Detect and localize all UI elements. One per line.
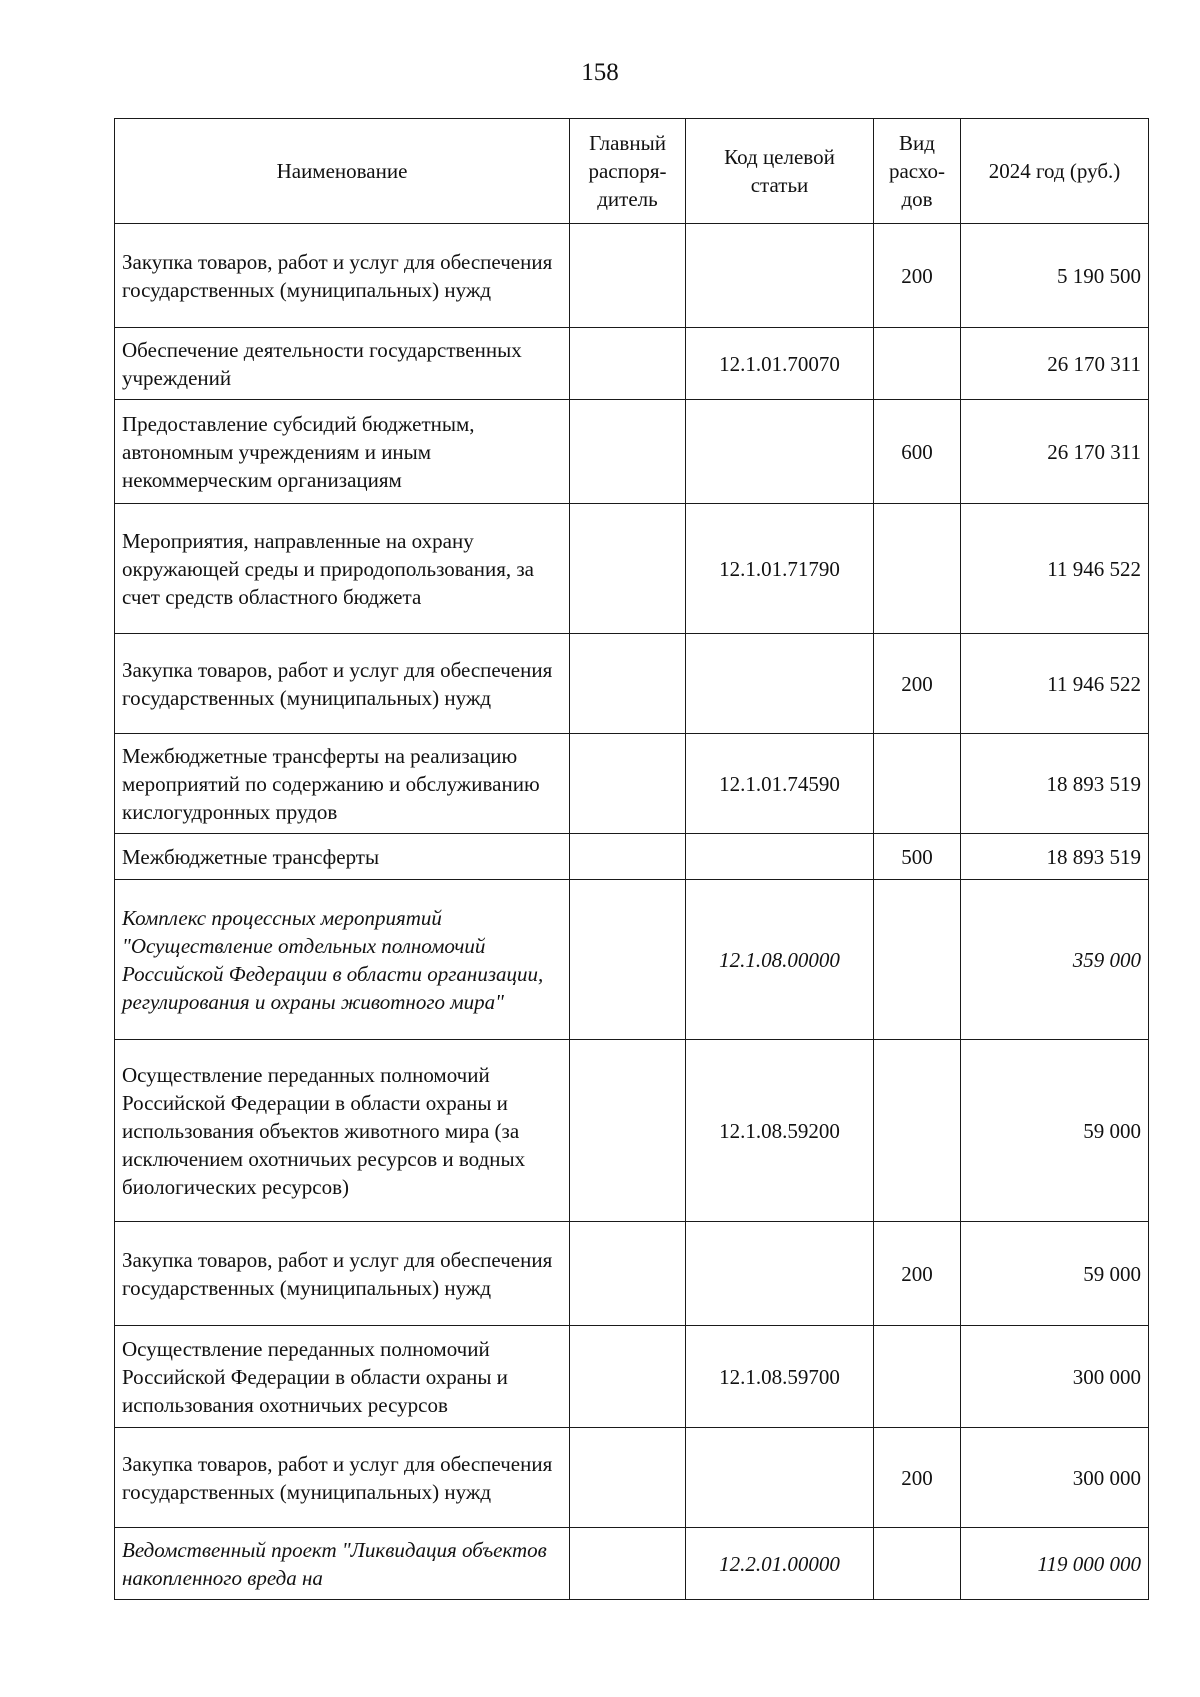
cell-code bbox=[686, 634, 874, 734]
cell-grbs bbox=[570, 1040, 686, 1222]
cell-amount: 300 000 bbox=[961, 1326, 1149, 1428]
cell-amount: 26 170 311 bbox=[961, 328, 1149, 400]
cell-name: Закупка товаров, работ и услуг для обеспечения государственных (муниципальных) нужд bbox=[115, 1222, 570, 1326]
cell-name: Мероприятия, направленные на охрану окружающей среды и природопользования, за счет средств областного бюджета bbox=[115, 504, 570, 634]
cell-grbs bbox=[570, 634, 686, 734]
header-amount: 2024 год (руб.) bbox=[961, 119, 1149, 224]
cell-amount: 11 946 522 bbox=[961, 634, 1149, 734]
cell-amount: 59 000 bbox=[961, 1222, 1149, 1326]
cell-kind bbox=[874, 734, 961, 834]
cell-amount: 11 946 522 bbox=[961, 504, 1149, 634]
table-header-row bbox=[115, 119, 1149, 224]
table-row bbox=[115, 834, 1149, 880]
cell-grbs bbox=[570, 400, 686, 504]
cell-code bbox=[686, 400, 874, 504]
cell-amount: 59 000 bbox=[961, 1040, 1149, 1222]
header-kind: Вид расхо-дов bbox=[874, 119, 961, 224]
cell-name: Осуществление переданных полномочий Российской Федерации в области охраны и использования охотничьих ресурсов bbox=[115, 1326, 570, 1428]
cell-name: Закупка товаров, работ и услуг для обеспечения государственных (муниципальных) нужд bbox=[115, 224, 570, 328]
table-body bbox=[115, 224, 1149, 1600]
cell-code: 12.2.01.00000 bbox=[686, 1528, 874, 1600]
cell-name: Межбюджетные трансферты bbox=[115, 834, 570, 880]
cell-amount: 18 893 519 bbox=[961, 734, 1149, 834]
cell-kind bbox=[874, 1040, 961, 1222]
cell-code: 12.1.01.74590 bbox=[686, 734, 874, 834]
cell-amount: 119 000 000 bbox=[961, 1528, 1149, 1600]
table-row bbox=[115, 1040, 1149, 1222]
table-row bbox=[115, 504, 1149, 634]
cell-grbs bbox=[570, 504, 686, 634]
cell-code bbox=[686, 1222, 874, 1326]
cell-code: 12.1.01.71790 bbox=[686, 504, 874, 634]
cell-grbs bbox=[570, 880, 686, 1040]
table-row bbox=[115, 880, 1149, 1040]
cell-kind bbox=[874, 1326, 961, 1428]
cell-code bbox=[686, 1428, 874, 1528]
table-row bbox=[115, 734, 1149, 834]
cell-grbs bbox=[570, 1222, 686, 1326]
cell-name: Обеспечение деятельности государственных учреждений bbox=[115, 328, 570, 400]
cell-name: Комплекс процессных мероприятий "Осуществление отдельных полномочий Российской Федерации в области организации, регулирования и охраны животного мира" bbox=[115, 880, 570, 1040]
table-row bbox=[115, 224, 1149, 328]
table-row bbox=[115, 328, 1149, 400]
table-row bbox=[115, 634, 1149, 734]
cell-grbs bbox=[570, 1528, 686, 1600]
cell-code: 12.1.01.70070 bbox=[686, 328, 874, 400]
cell-grbs bbox=[570, 328, 686, 400]
cell-amount: 18 893 519 bbox=[961, 834, 1149, 880]
table-row bbox=[115, 400, 1149, 504]
cell-name: Закупка товаров, работ и услуг для обеспечения государственных (муниципальных) нужд bbox=[115, 1428, 570, 1528]
cell-code bbox=[686, 224, 874, 328]
cell-amount: 300 000 bbox=[961, 1428, 1149, 1528]
header-code: Код целевой статьи bbox=[686, 119, 874, 224]
cell-name: Предоставление субсидий бюджетным, автономным учреждениям и иным некоммерческим организациям bbox=[115, 400, 570, 504]
table-row bbox=[115, 1326, 1149, 1428]
header-grbs: Главный распоря-дитель bbox=[570, 119, 686, 224]
cell-code bbox=[686, 834, 874, 880]
page-number: 158 bbox=[581, 59, 619, 86]
cell-kind: 200 bbox=[874, 1222, 961, 1326]
cell-code: 12.1.08.59700 bbox=[686, 1326, 874, 1428]
cell-kind: 500 bbox=[874, 834, 961, 880]
cell-name: Закупка товаров, работ и услуг для обеспечения государственных (муниципальных) нужд bbox=[115, 634, 570, 734]
cell-grbs bbox=[570, 734, 686, 834]
cell-amount: 359 000 bbox=[961, 880, 1149, 1040]
cell-name: Осуществление переданных полномочий Российской Федерации в области охраны и использования объектов животного мира (за исключением охотничьих ресурсов и водных биологических ресурсов) bbox=[115, 1040, 570, 1222]
budget-table bbox=[114, 118, 1149, 1600]
header-name: Наименование bbox=[115, 119, 570, 224]
cell-amount: 5 190 500 bbox=[961, 224, 1149, 328]
cell-kind: 200 bbox=[874, 1428, 961, 1528]
cell-code: 12.1.08.00000 bbox=[686, 880, 874, 1040]
table-row bbox=[115, 1222, 1149, 1326]
cell-grbs bbox=[570, 834, 686, 880]
cell-name: Межбюджетные трансферты на реализацию мероприятий по содержанию и обслуживанию кислогудронных прудов bbox=[115, 734, 570, 834]
table-row bbox=[115, 1428, 1149, 1528]
cell-name: Ведомственный проект "Ликвидация объектов накопленного вреда на bbox=[115, 1528, 570, 1600]
cell-kind bbox=[874, 1528, 961, 1600]
cell-grbs bbox=[570, 1428, 686, 1528]
table-row bbox=[115, 1528, 1149, 1600]
cell-kind bbox=[874, 504, 961, 634]
cell-kind: 200 bbox=[874, 224, 961, 328]
cell-amount: 26 170 311 bbox=[961, 400, 1149, 504]
cell-grbs bbox=[570, 1326, 686, 1428]
cell-kind bbox=[874, 328, 961, 400]
cell-code: 12.1.08.59200 bbox=[686, 1040, 874, 1222]
cell-kind bbox=[874, 880, 961, 1040]
cell-kind: 200 bbox=[874, 634, 961, 734]
cell-kind: 600 bbox=[874, 400, 961, 504]
cell-grbs bbox=[570, 224, 686, 328]
